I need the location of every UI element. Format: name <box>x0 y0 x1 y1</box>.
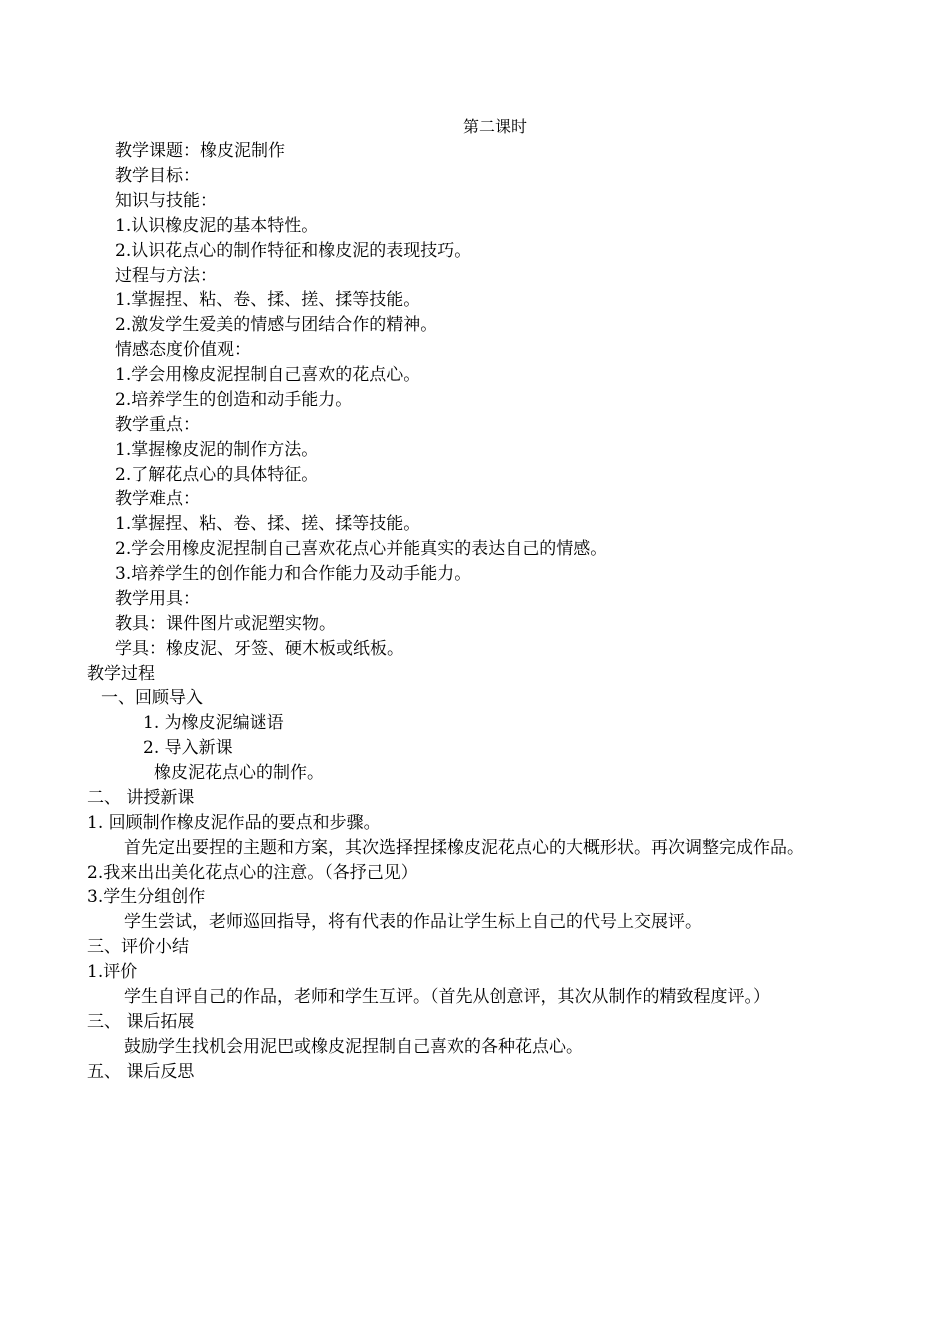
list-item: 2.了解花点心的具体特征。 <box>115 465 319 485</box>
list-item: 3.学生分组创作 <box>87 887 206 907</box>
step-heading: 二、 讲授新课 <box>87 788 195 808</box>
paragraph: 学生尝试，老师巡回指导，将有代表的作品让学生标上自己的代号上交展评。 <box>124 912 702 932</box>
list-item: 2. 导入新课 <box>143 738 233 758</box>
list-item: 2.认识花点心的制作特征和橡皮泥的表现技巧。 <box>115 241 472 261</box>
list-item: 1. 回顾制作橡皮泥作品的要点和步骤。 <box>87 813 381 833</box>
list-item: 1.掌握橡皮泥的制作方法。 <box>115 440 319 460</box>
sub-heading: 情感态度价值观： <box>115 340 251 360</box>
list-item: 2.培养学生的创造和动手能力。 <box>115 390 353 410</box>
list-item: 1.认识橡皮泥的基本特性。 <box>115 216 319 236</box>
section-heading: 教学目标： <box>115 166 200 186</box>
list-item: 教具：课件图片或泥塑实物。 <box>115 614 336 634</box>
sub-heading: 知识与技能： <box>115 191 217 211</box>
list-item: 2.学会用橡皮泥捏制自己喜欢花点心并能真实的表达自己的情感。 <box>115 539 608 559</box>
section-heading: 教学过程 <box>87 664 155 684</box>
list-item: 1.评价 <box>87 962 138 982</box>
list-item: 1.学会用橡皮泥捏制自己喜欢的花点心。 <box>115 365 421 385</box>
list-item: 3.培养学生的创作能力和合作能力及动手能力。 <box>115 564 472 584</box>
step-heading: 一、回顾导入 <box>101 688 203 708</box>
paragraph: 橡皮泥花点心的制作。 <box>154 763 324 783</box>
list-item: 2.我来出出美化花点心的注意。（各抒己见） <box>87 863 418 883</box>
step-heading: 五、 课后反思 <box>87 1062 195 1082</box>
paragraph: 学生自评自己的作品，老师和学生互评。（首先从创意评，其次从制作的精致程度评。） <box>124 987 770 1007</box>
list-item: 2.激发学生爱美的情感与团结合作的精神。 <box>115 315 438 335</box>
section-heading: 教学重点： <box>115 415 200 435</box>
step-heading: 三、 课后拓展 <box>87 1012 195 1032</box>
step-heading: 三、评价小结 <box>87 937 189 957</box>
paragraph: 首先定出要捏的主题和方案，其次选择捏揉橡皮泥花点心的大概形状。再次调整完成作品。 <box>124 838 804 858</box>
list-item: 1.掌握捏、粘、卷、揉、搓、揉等技能。 <box>115 290 421 310</box>
list-item: 1. 为橡皮泥编谜语 <box>143 713 284 733</box>
lesson-topic: 教学课题：橡皮泥制作 <box>115 141 285 161</box>
section-heading: 教学难点： <box>115 489 200 509</box>
list-item: 1.掌握捏、粘、卷、揉、搓、揉等技能。 <box>115 514 421 534</box>
list-item: 学具：橡皮泥、牙签、硬木板或纸板。 <box>115 639 404 659</box>
page-title: 第二课时 <box>462 117 527 136</box>
paragraph: 鼓励学生找机会用泥巴或橡皮泥捏制自己喜欢的各种花点心。 <box>124 1037 583 1057</box>
sub-heading: 过程与方法： <box>115 266 217 286</box>
section-heading: 教学用具： <box>115 589 200 609</box>
